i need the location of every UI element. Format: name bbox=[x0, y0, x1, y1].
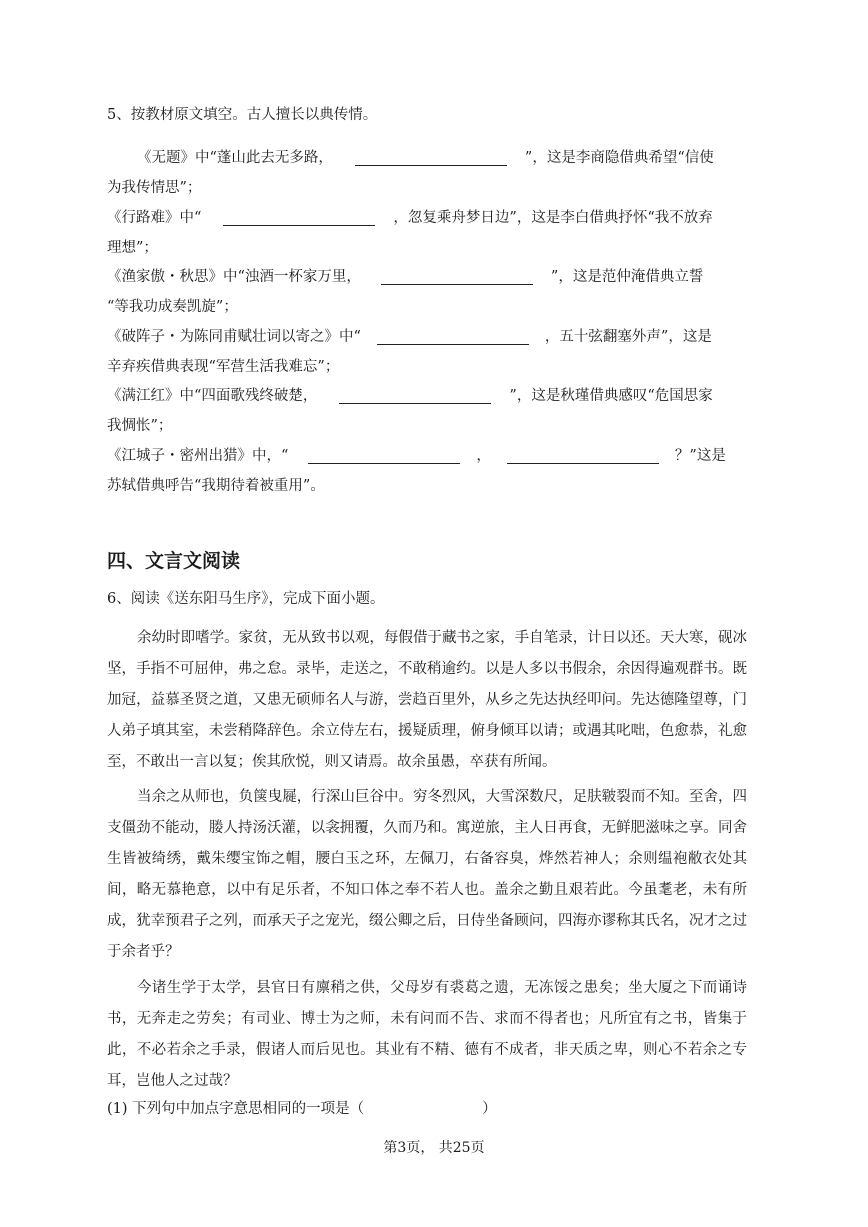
sub-question-text: ） bbox=[482, 1101, 497, 1117]
q5-line-6-cont: 苏轼借典呼告“我期待着被重用”。 bbox=[107, 478, 325, 494]
answer-blank[interactable] bbox=[377, 328, 529, 345]
passage-paragraph-3: 今诸生学于太学，县官日有廪稍之供，父母岁有裘葛之遗，无冻馁之患矣；坐大厦之下而诵诗书，无奔走之劳矣；有司业、博士为之师，未有问而不告、求而不得者也；凡所宜有之书，皆集于此，不必若余之手录，假诸人而后见也。其业有不精、德有不成者，非天质之卑，则心不若余之专耳，岂他人之过哉？ bbox=[107, 980, 747, 1089]
q5-text: 《满江红》中“四面歌残终破楚， bbox=[107, 388, 318, 404]
q5-line-4-cont: 辛弃疾借典表现“军营生活我难忘”； bbox=[107, 359, 340, 375]
q5-text: ，忽复乘舟梦日边”，这是李白借典抒怀“我不放弃 bbox=[393, 210, 713, 226]
q5-text: ，五十弦翻塞外声”，这是 bbox=[544, 329, 712, 345]
q5-line-5 bbox=[107, 384, 713, 405]
sub-question-text: (1) 下列句中加点字意思相同的一项是（ bbox=[107, 1101, 365, 1117]
question-6-title: 6、阅读《送东阳马生序》，完成下面小题。 bbox=[107, 591, 385, 607]
q5-text: ？”这是 bbox=[674, 448, 726, 464]
q5-line-3 bbox=[107, 265, 703, 286]
passage-paragraph-2: 当余之从师也，负箧曳屣，行深山巨谷中。穷冬烈风，大雪深数尺，足肤皲裂而不知。至舍，四支僵劲不能动，媵人持汤沃灌，以衾拥覆，久而乃和。寓逆旅，主人日再食，无鲜肥滋味之享。同舍生皆被绮绣，戴朱缨宝饰之帽，腰白玉之环，左佩刀，右备容臭，烨然若神人；余则缊袍敝衣处其间，略无慕艳意，以中有足乐者，不知口体之奉不若人也。盖余之勤且艰若此。今虽耄老，未有所成，犹幸预君子之列，而承天子之宠光，缀公卿之后，日侍坐备顾问，四海亦谬称其氏名，况才之过于余者乎？ bbox=[107, 789, 747, 960]
q5-text: 《破阵子・为陈同甫赋壮词以寄之》中“ bbox=[107, 329, 361, 345]
sub-question-1 bbox=[107, 1097, 497, 1118]
answer-blank[interactable] bbox=[339, 387, 491, 404]
q5-text: 《江城子・密州出猎》中，“ bbox=[107, 448, 289, 464]
q5-line-3-cont: “等我功成奏凯旋”； bbox=[107, 299, 238, 315]
question-5-title: 5、按教材原文填空。古人擅长以典传情。 bbox=[107, 107, 378, 123]
q5-line-2-cont: 理想”； bbox=[107, 240, 158, 256]
q5-text: 《无题》中“蓬山此去无多路， bbox=[137, 150, 333, 166]
passage-paragraph-1: 余幼时即嗜学。家贫，无从致书以观，每假借于藏书之家，手自笔录，计日以还。天大寒，砚冰坚，手指不可屈伸，弗之怠。录毕，走送之，不敢稍逾约。以是人多以书假余，余因得遍观群书。既加冠，益慕圣贤之道，又患无硕师名人与游，尝趋百里外，从乡之先达执经叩问。先达德隆望尊，门人弟子填其室，未尝稍降辞色。余立侍左右，援疑质理，俯身倾耳以请；或遇其叱咄，色愈恭，礼愈至，不敢出一言以复；俟其欣悦，则又请焉。故余虽愚，卒获有所闻。 bbox=[107, 630, 747, 770]
q5-text: 《渔家傲・秋思》中“浊酒一杯家万里， bbox=[107, 269, 361, 285]
q5-text: ”，这是秋瑾借典感叹“危国思家 bbox=[509, 388, 713, 404]
answer-blank[interactable] bbox=[507, 447, 659, 464]
answer-blank[interactable] bbox=[381, 268, 533, 285]
q5-line-1 bbox=[137, 146, 714, 167]
q5-line-2 bbox=[107, 206, 713, 227]
answer-blank[interactable] bbox=[355, 149, 507, 166]
q5-line-5-cont: 我惆怅”； bbox=[107, 418, 173, 434]
q5-line-4 bbox=[107, 325, 712, 346]
answer-blank[interactable] bbox=[308, 447, 460, 464]
q5-text: ”，这是李商隐借典希望“信使 bbox=[524, 150, 714, 166]
q5-line-1-cont: 为我传情思”； bbox=[107, 180, 202, 196]
q5-text: ”，这是范仲淹借典立誓 bbox=[550, 269, 704, 285]
q5-line-6 bbox=[107, 444, 726, 465]
page-footer: 第3页， 共25页 bbox=[383, 1140, 485, 1156]
section-heading: 四、文言文阅读 bbox=[107, 550, 241, 572]
q5-text: ， bbox=[476, 448, 491, 464]
q5-text: 《行路难》中“ bbox=[107, 210, 202, 226]
answer-blank[interactable] bbox=[223, 209, 375, 226]
